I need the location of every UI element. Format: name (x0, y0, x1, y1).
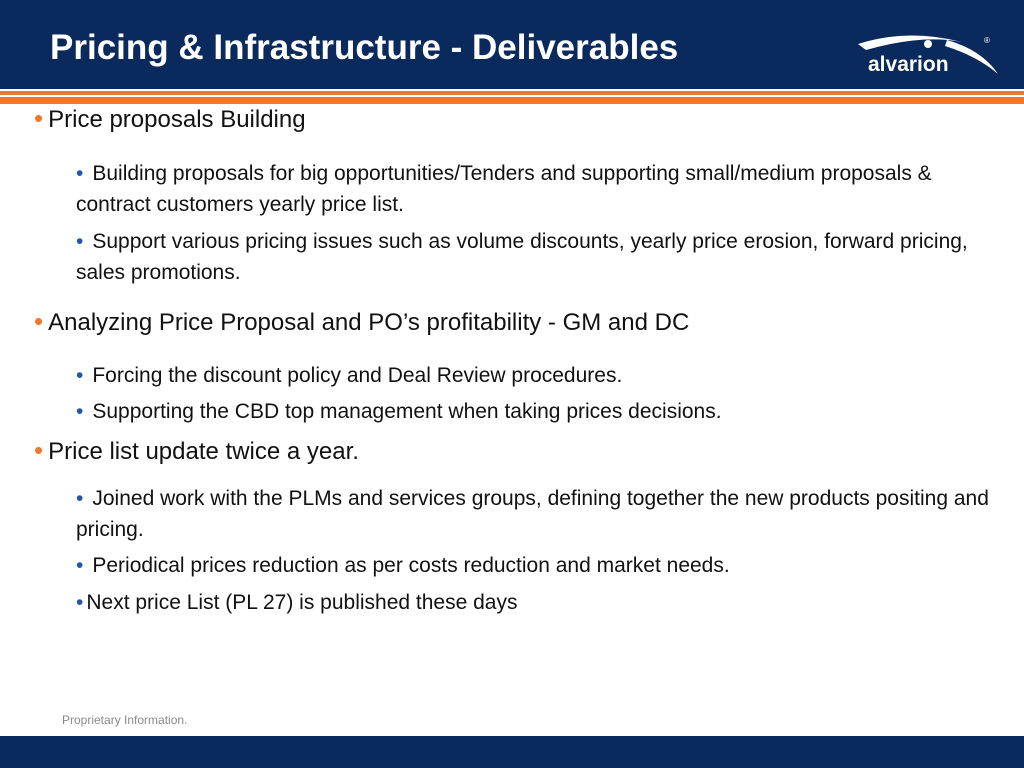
orange-bullet-icon: • (34, 103, 44, 133)
blue-bullet-icon: • (76, 591, 84, 614)
blue-bullet-icon: • (76, 230, 84, 253)
sub-bullet-1-1 (76, 158, 996, 220)
item-text: Building proposals for big opportunities/Tenders and supporting small/medium proposals & contract customers yearly price list. (76, 162, 932, 216)
sub-bullet-3-3 (76, 587, 996, 618)
heading-text: Price list update twice a year. (48, 438, 359, 465)
logo-wordmark: alvarion (868, 53, 949, 76)
sub-bullet-2-1 (76, 360, 996, 391)
bullet-heading-2 (34, 307, 689, 337)
slide-title: Pricing & Infrastructure - Deliverables (50, 28, 679, 67)
item-text: Periodical prices reduction as per costs reduction and market needs. (92, 554, 730, 577)
item-text: Joined work with the PLMs and services groups, defining together the new products positing and pricing. (76, 487, 989, 541)
orange-rule-bottom (0, 97, 1024, 104)
sub-bullet-1-2 (76, 226, 996, 288)
item-text: Forcing the discount policy and Deal Review procedures. (92, 364, 623, 387)
blue-bullet-icon: • (76, 364, 84, 387)
bullet-heading-3 (34, 436, 359, 466)
footer-note: Proprietary Information. (62, 713, 188, 727)
sub-bullet-3-1 (76, 483, 996, 545)
blue-bullet-icon: • (76, 162, 84, 185)
orange-bullet-icon: • (34, 306, 44, 336)
bullet-heading-1 (34, 104, 306, 134)
blue-bullet-icon: • (76, 487, 84, 510)
sub-bullet-3-2 (76, 550, 996, 581)
blue-bullet-icon: • (76, 400, 84, 423)
item-text: Support various pricing issues such as volume discounts, yearly price erosion, forward pricing, sales promotions. (76, 230, 968, 284)
orange-bullet-icon: • (34, 435, 44, 465)
blue-bullet-icon: • (76, 554, 84, 577)
heading-text: Price proposals Building (48, 106, 306, 133)
heading-text: Analyzing Price Proposal and PO’s profitability - GM and DC (48, 309, 690, 336)
item-text: Next price List (PL 27) is published these days (86, 591, 518, 614)
footer-bar (0, 736, 1024, 768)
registered-mark: ® (984, 36, 990, 45)
sub-bullet-2-2 (76, 396, 996, 427)
item-text: Supporting the CBD top management when taking prices decisions. (92, 400, 722, 423)
